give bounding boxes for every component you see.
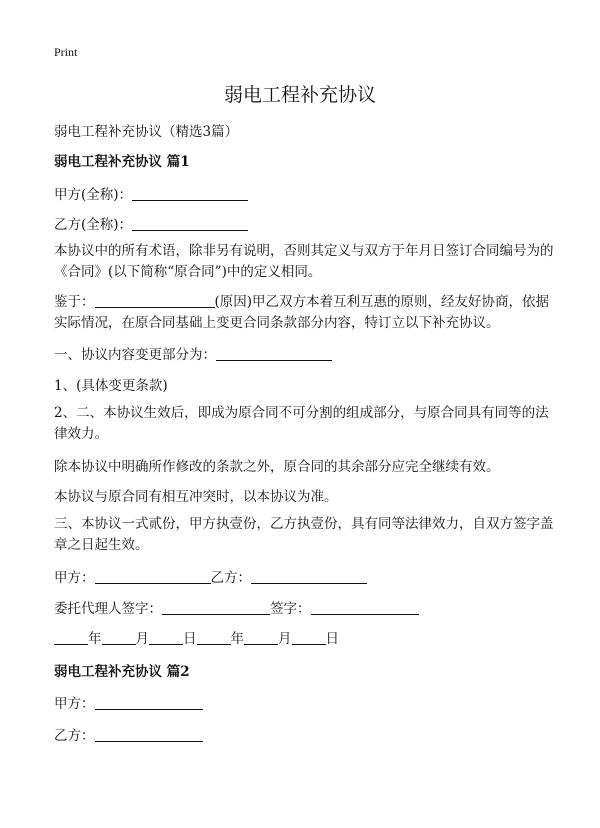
date-month-blank [102,630,136,645]
sign-blank [311,600,419,615]
whereas-reason-blank [95,293,215,308]
item1-line [54,343,332,363]
document-title: 弱电工程补充协议 [223,84,376,106]
conflict-paragraph: 本协议与原合同有相互冲突时，以本协议为准。 [54,489,338,505]
date2-month-blank [244,630,278,645]
date-day-blank [149,630,183,645]
agent-signature-line [54,597,419,617]
section2-party-a-line [54,692,203,712]
date-day-label: 日 [183,631,197,647]
party-b-fullname-label: 乙方(全称)： [54,217,133,233]
except-paragraph: 除本协议中明确所作修改的条款之外，原合同的其余部分应完全继续有效。 [54,459,500,475]
section2-party-a-blank [95,695,203,710]
print-link[interactable]: Print [54,45,78,59]
section1-heading: 弱电工程补充协议 篇1 [54,154,190,170]
party-a-fullname-label: 甲方(全称)： [54,187,133,203]
date-year-label: 年 [88,631,102,647]
party-b-fullname-line [54,213,248,233]
sig-party-a-blank [95,569,211,584]
date-line [54,627,339,647]
party-b-fullname-blank [132,216,248,231]
date2-month-label: 月 [278,631,292,647]
agent-label: 委托代理人签字： [54,601,162,617]
item1-blank [216,346,332,361]
sig-party-a-label: 甲方： [54,570,95,586]
whereas-label: 鉴于： [54,294,95,310]
whereas-text: (原因)甲乙双方本着互利互惠的原则，经友好协商，依据实际情况，在原合同基础上变更合同条款部分内容，特订立以下补充协议。 [54,294,550,331]
agent-blank [162,600,270,615]
section2-party-b-line [54,724,203,744]
item2-paragraph: 2、二、本协议生效后，即成为原合同不可分割的组成部分，与原合同具有同等的法律效力。 [54,405,549,442]
date2-day-blank [292,630,326,645]
date2-day-label: 日 [325,631,339,647]
sign-label: 签字： [270,601,311,617]
terms-paragraph: 本协议中的所有术语，除非另有说明，否则其定义与双方于年月日签订合同编号为的《合同》(以下简称“原合同”)中的定义相同。 [54,243,554,280]
item3-paragraph: 三、本协议一式贰份，甲方执壹份，乙方执壹份，具有同等法律效力，自双方签字盖章之日起生效。 [54,516,554,553]
party-a-fullname-blank [132,186,248,201]
section2-party-b-label: 乙方： [54,728,95,744]
item1-1: 1、(具体变更条款) [54,378,168,394]
whereas-paragraph [54,292,554,334]
section2-party-b-blank [95,727,203,742]
signature-line [54,566,367,586]
party-a-fullname-line [54,183,248,203]
sig-party-b-blank [251,569,367,584]
sig-party-b-label: 乙方： [210,570,251,586]
document-subtitle: 弱电工程补充协议（精选3篇） [54,124,239,140]
date2-year-label: 年 [230,631,244,647]
date2-year-blank [197,630,231,645]
section2-heading: 弱电工程补充协议 篇2 [54,664,190,680]
date-year-blank [54,630,88,645]
date-month-label: 月 [135,631,149,647]
section2-party-a-label: 甲方： [54,696,95,712]
item1-label: 一、协议内容变更部分为： [54,347,216,363]
